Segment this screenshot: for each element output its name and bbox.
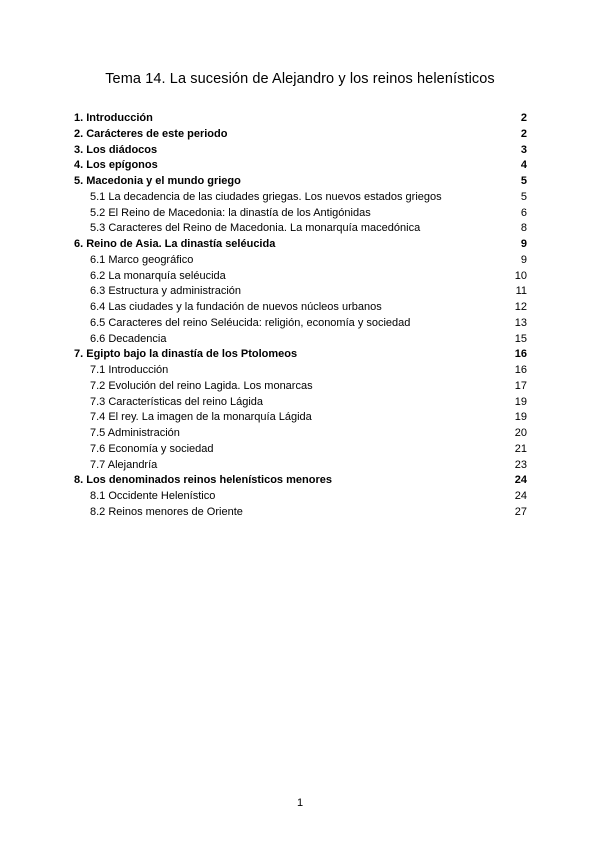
toc-subsection-entry[interactable] (74, 458, 527, 474)
toc-entry-label: 7.6 Economía y sociedad (90, 442, 214, 455)
toc-entry-page-number: 6 (520, 206, 527, 219)
toc-subsection-entry[interactable] (74, 363, 527, 379)
toc-subsection-entry[interactable] (74, 489, 527, 505)
toc-section-entry[interactable] (74, 158, 527, 174)
toc-entry-page-number: 24 (514, 490, 527, 502)
toc-entry-page-number: 19 (514, 411, 527, 424)
toc-subsection-entry[interactable] (74, 269, 527, 285)
toc-subsection-entry[interactable] (74, 206, 527, 222)
page-number: 1 (296, 797, 304, 809)
toc-entry-page-number: 16 (514, 348, 527, 361)
toc-entry-label: 5.3 Caracteres del Reino de Macedonia. La monarquía macedónica (90, 222, 421, 235)
toc-section-entry[interactable] (74, 347, 527, 363)
toc-entry-page-number: 16 (514, 364, 527, 376)
toc-entry-page-number: 8 (520, 222, 527, 235)
toc-entry-page-number: 9 (520, 238, 527, 250)
toc-entry-page-number: 11 (515, 285, 527, 298)
toc-subsection-entry[interactable] (74, 253, 527, 269)
toc-entry-label: 5. Macedonia y el mundo griego (74, 175, 241, 187)
toc-section-entry[interactable] (74, 111, 527, 127)
toc-subsection-entry[interactable] (74, 190, 527, 206)
page-title: Tema 14. La sucesión de Alejandro y los reinos helenísticos (105, 71, 495, 87)
toc-entry-page-number: 2 (520, 127, 527, 140)
toc-entry-page-number: 4 (520, 159, 527, 172)
table-of-contents (74, 111, 527, 521)
toc-section-entry[interactable] (74, 473, 527, 489)
toc-entry-label: 1. Introducción (74, 112, 153, 124)
toc-subsection-entry[interactable] (74, 221, 527, 237)
toc-entry-label: 7. Egipto bajo la dinastía de los Ptolomeos (74, 348, 298, 361)
toc-entry-label: 7.3 Características del reino Lágida (90, 395, 264, 408)
toc-subsection-entry[interactable] (74, 442, 527, 458)
toc-entry-label: 2. Carácteres de este periodo (74, 127, 228, 140)
toc-section-entry[interactable] (74, 237, 527, 253)
toc-entry-label: 7.5 Administración (90, 427, 180, 439)
toc-subsection-entry[interactable] (74, 284, 527, 300)
toc-entry-label: 6.2 La monarquía seléucida (90, 269, 226, 282)
toc-entry-label: 6.3 Estructura y administración (90, 285, 242, 298)
toc-section-entry[interactable] (74, 127, 527, 143)
toc-subsection-entry[interactable] (74, 426, 527, 442)
toc-subsection-entry[interactable] (74, 300, 527, 316)
toc-section-entry[interactable] (74, 143, 527, 159)
toc-entry-page-number: 15 (514, 332, 527, 345)
toc-entry-label: 7.2 Evolución del reino Lagida. Los monarcas (90, 379, 313, 392)
toc-subsection-entry[interactable] (74, 395, 527, 411)
toc-entry-label: 3. Los diádocos (74, 143, 158, 156)
toc-entry-page-number: 12 (514, 301, 527, 313)
toc-entry-page-number: 19 (514, 395, 527, 408)
toc-entry-page-number: 17 (514, 379, 527, 392)
toc-entry-label: 7.7 Alejandría (90, 458, 158, 471)
toc-subsection-entry[interactable] (74, 410, 527, 426)
toc-entry-label: 6.6 Decadencia (90, 332, 167, 345)
toc-entry-page-number: 21 (514, 442, 527, 455)
toc-entry-page-number: 20 (514, 427, 527, 439)
toc-entry-page-number: 23 (514, 458, 527, 471)
toc-entry-label: 4. Los epígonos (74, 159, 158, 172)
toc-entry-label: 8.1 Occidente Helenístico (90, 490, 216, 502)
toc-entry-label: 5.1 La decadencia de las ciudades griegas. Los nuevos estados griegos (90, 190, 442, 203)
toc-entry-label: 8. Los denominados reinos helenísticos menores (74, 474, 332, 487)
toc-subsection-entry[interactable] (74, 332, 527, 348)
toc-entry-label: 7.4 El rey. La imagen de la monarquía Lágida (90, 411, 312, 424)
toc-entry-page-number: 27 (514, 505, 527, 518)
toc-entry-page-number: 2 (520, 112, 527, 124)
toc-entry-label: 6.4 Las ciudades y la fundación de nuevos núcleos urbanos (90, 301, 382, 313)
toc-entry-page-number: 10 (514, 269, 527, 282)
toc-entry-label: 6.1 Marco geográfico (90, 253, 194, 266)
toc-entry-page-number: 13 (514, 316, 527, 329)
toc-entry-page-number: 3 (520, 143, 527, 156)
toc-entry-label: 5.2 El Reino de Macedonia: la dinastía de los Antigónidas (90, 206, 371, 219)
toc-entry-label: 6.5 Caracteres del reino Seléucida: religión, economía y sociedad (90, 316, 411, 329)
toc-entry-page-number: 5 (520, 175, 527, 187)
toc-entry-label: 8.2 Reinos menores de Oriente (90, 505, 243, 518)
toc-subsection-entry[interactable] (74, 316, 527, 332)
toc-entry-label: 6. Reino de Asia. La dinastía seléucida (74, 238, 276, 250)
toc-subsection-entry[interactable] (74, 379, 527, 395)
toc-entry-page-number: 9 (520, 253, 527, 266)
toc-entry-page-number: 5 (520, 190, 527, 203)
toc-entry-page-number: 24 (514, 474, 527, 487)
toc-section-entry[interactable] (74, 174, 527, 190)
toc-subsection-entry[interactable] (74, 505, 527, 521)
toc-entry-label: 7.1 Introducción (90, 364, 169, 376)
